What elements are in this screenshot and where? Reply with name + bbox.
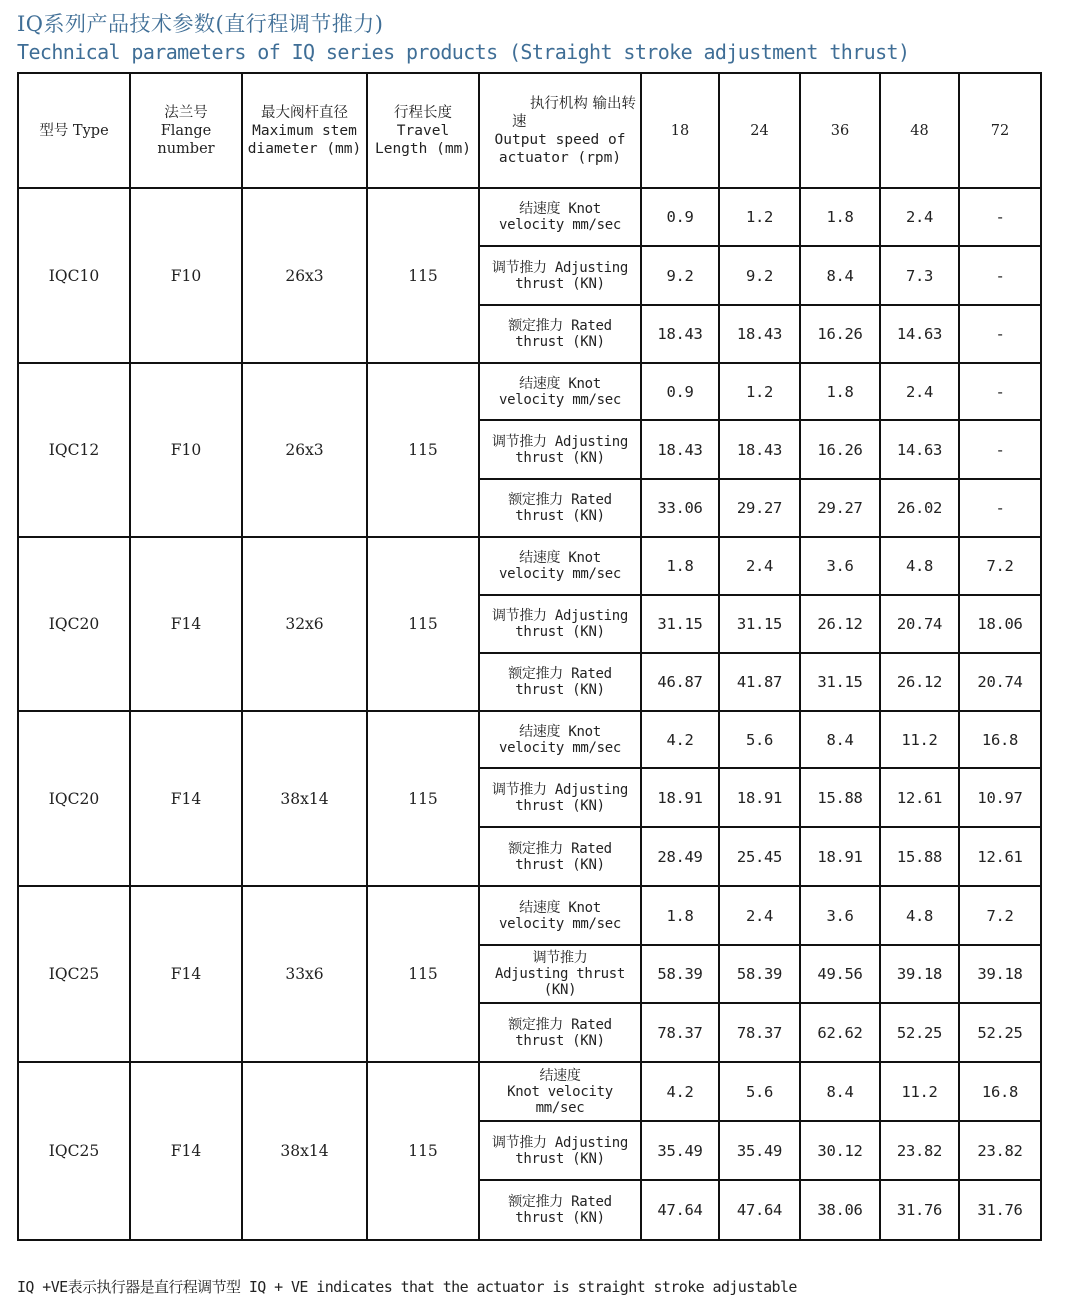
- parameter-label: [479, 537, 641, 595]
- value-cell: 8.4: [800, 246, 880, 305]
- value-cell: 62.62: [800, 1003, 880, 1062]
- value-cell: 5.6: [719, 711, 800, 768]
- header-travel-cn: 行程长度: [394, 104, 452, 121]
- value-cell: 58.39: [641, 945, 719, 1003]
- parameter-label-line1: 调节推力 Adjusting: [491, 433, 629, 450]
- value-cell: 1.2: [719, 363, 800, 420]
- parameter-label-line2: thrust (KN): [515, 682, 605, 698]
- value-cell: 18.06: [959, 595, 1041, 653]
- parameter-label-line1: 调节推力 Adjusting: [491, 1134, 629, 1151]
- value-cell: 2.4: [719, 886, 800, 945]
- value-cell: 31.15: [719, 595, 800, 653]
- parameter-label-line1: 结速度 Knot: [519, 201, 601, 217]
- parameter-label: [479, 711, 641, 768]
- value-cell: 31.76: [959, 1180, 1041, 1240]
- value-cell: -: [959, 305, 1041, 363]
- stem-diameter-cell: 38x14: [242, 1062, 367, 1240]
- value-cell: 4.2: [641, 1062, 719, 1121]
- parameter-label: [479, 827, 641, 886]
- value-cell: 29.27: [800, 479, 880, 537]
- parameter-label: [479, 886, 641, 945]
- parameter-label: [479, 1180, 641, 1240]
- header-speed-en2: actuator (rpm): [498, 149, 622, 166]
- stem-diameter-cell: 33x6: [242, 886, 367, 1062]
- parameter-label: [479, 1062, 641, 1121]
- model-cell: IQC12: [18, 363, 130, 537]
- value-cell: 46.87: [641, 653, 719, 711]
- value-cell: 2.4: [880, 188, 959, 246]
- table-row: [18, 537, 1041, 595]
- value-cell: 16.26: [800, 305, 880, 363]
- value-cell: 1.8: [800, 188, 880, 246]
- header-speed-36: 36: [800, 73, 880, 188]
- stem-diameter-cell: 38x14: [242, 711, 367, 886]
- value-cell: 0.9: [641, 363, 719, 420]
- flange-cell: F10: [130, 363, 242, 537]
- value-cell: 2.4: [719, 537, 800, 595]
- model-cell: IQC10: [18, 188, 130, 363]
- value-cell: 5.6: [719, 1062, 800, 1121]
- parameter-label: [479, 595, 641, 653]
- footnote: IQ +VE表示执行器是直行程调节型 IQ + VE indicates that the actuator is straight stroke adjustable: [17, 1278, 797, 1296]
- value-cell: 12.61: [880, 768, 959, 827]
- value-cell: 49.56: [800, 945, 880, 1003]
- parameter-label-line1: 额定推力 Rated: [508, 1194, 612, 1210]
- value-cell: 35.49: [719, 1121, 800, 1180]
- value-cell: 16.8: [959, 711, 1041, 768]
- value-cell: 9.2: [719, 246, 800, 305]
- value-cell: 38.06: [800, 1180, 880, 1240]
- value-cell: 18.43: [719, 305, 800, 363]
- value-cell: 3.6: [800, 886, 880, 945]
- value-cell: -: [959, 420, 1041, 479]
- header-travel-en2: Length (mm): [374, 140, 472, 157]
- value-cell: 11.2: [880, 711, 959, 768]
- value-cell: 1.8: [641, 537, 719, 595]
- model-cell: IQC25: [18, 1062, 130, 1240]
- value-cell: 15.88: [800, 768, 880, 827]
- value-cell: 28.49: [641, 827, 719, 886]
- value-cell: 14.63: [880, 420, 959, 479]
- travel-length-cell: 115: [367, 537, 479, 711]
- table-row: [18, 363, 1041, 420]
- parameter-label: [479, 420, 641, 479]
- parameter-label-line1: 结速度 Knot: [519, 899, 601, 916]
- value-cell: 7.2: [959, 886, 1041, 945]
- value-cell: 8.4: [800, 1062, 880, 1121]
- value-cell: 39.18: [880, 945, 959, 1003]
- parameter-label: [479, 1003, 641, 1062]
- travel-length-cell: 115: [367, 711, 479, 886]
- travel-length-cell: 115: [367, 363, 479, 537]
- value-cell: 1.8: [641, 886, 719, 945]
- flange-cell: F14: [130, 711, 242, 886]
- header-speed-72: 72: [959, 73, 1041, 188]
- flange-cell: F14: [130, 886, 242, 1062]
- value-cell: 26.12: [800, 595, 880, 653]
- parameter-label: [479, 188, 641, 246]
- parameter-label-line2: thrust (KN): [515, 449, 605, 466]
- table-row: [18, 188, 1041, 246]
- parameter-label: [479, 768, 641, 827]
- parameter-label-line2: velocity mm/sec: [499, 217, 621, 233]
- value-cell: 1.2: [719, 188, 800, 246]
- stem-diameter-cell: 32x6: [242, 537, 367, 711]
- spec-table: [17, 72, 1042, 1241]
- header-type-label: 型号 Type: [39, 122, 109, 139]
- header-flange-cn: 法兰号: [164, 104, 208, 121]
- value-cell: 2.4: [880, 363, 959, 420]
- header-stem: [242, 73, 367, 188]
- value-cell: 35.49: [641, 1121, 719, 1180]
- parameter-label-line2: thrust (KN): [515, 797, 605, 814]
- value-cell: 11.2: [880, 1062, 959, 1121]
- header-type: [18, 73, 130, 188]
- value-cell: 9.2: [641, 246, 719, 305]
- model-cell: IQC20: [18, 537, 130, 711]
- value-cell: 12.61: [959, 827, 1041, 886]
- header-speed-en1: Output speed of: [494, 131, 626, 148]
- value-cell: 29.27: [719, 479, 800, 537]
- value-cell: 26.02: [880, 479, 959, 537]
- value-cell: 26.12: [880, 653, 959, 711]
- parameter-label-line1: 调节推力: [532, 950, 588, 966]
- stem-diameter-cell: 26x3: [242, 363, 367, 537]
- travel-length-cell: 115: [367, 1062, 479, 1240]
- value-cell: 47.64: [719, 1180, 800, 1240]
- parameter-label-line2: thrust (KN): [515, 334, 605, 350]
- travel-length-cell: 115: [367, 886, 479, 1062]
- parameter-label-line2: Adjusting thrust (KN): [494, 966, 626, 998]
- header-travel-en1: Travel: [396, 122, 450, 139]
- value-cell: 78.37: [641, 1003, 719, 1062]
- page-title-en: Technical parameters of IQ series products (Straight stroke adjustment thrust): [17, 40, 910, 64]
- value-cell: 52.25: [880, 1003, 959, 1062]
- header-stem-cn: 最大阀杆直径: [261, 104, 348, 121]
- header-stem-en1: Maximum stem: [252, 122, 357, 139]
- table-row: [18, 886, 1041, 945]
- parameter-label-line2: thrust (KN): [515, 1032, 605, 1049]
- value-cell: 23.82: [880, 1121, 959, 1180]
- value-cell: 18.43: [719, 420, 800, 479]
- value-cell: 25.45: [719, 827, 800, 886]
- parameter-label: [479, 945, 641, 1003]
- value-cell: 31.15: [641, 595, 719, 653]
- value-cell: 18.91: [800, 827, 880, 886]
- parameter-label-line2: thrust (KN): [515, 1210, 605, 1226]
- value-cell: -: [959, 246, 1041, 305]
- parameter-label-line1: 额定推力 Rated: [508, 666, 612, 682]
- value-cell: 47.64: [641, 1180, 719, 1240]
- value-cell: 33.06: [641, 479, 719, 537]
- header-speed-48: 48: [880, 73, 959, 188]
- value-cell: 7.2: [959, 537, 1041, 595]
- parameter-label-line2: thrust (KN): [515, 1150, 605, 1167]
- value-cell: 15.88: [880, 827, 959, 886]
- header-speed: [479, 73, 641, 188]
- flange-cell: F14: [130, 537, 242, 711]
- value-cell: 18.43: [641, 305, 719, 363]
- header-speed-cn2: 速: [512, 113, 527, 130]
- value-cell: 10.97: [959, 768, 1041, 827]
- value-cell: -: [959, 479, 1041, 537]
- value-cell: 8.4: [800, 711, 880, 768]
- parameter-label-line1: 结速度 Knot: [519, 375, 601, 392]
- table-row: [18, 1062, 1041, 1121]
- stem-diameter-cell: 26x3: [242, 188, 367, 363]
- header-flange: [130, 73, 242, 188]
- parameter-label: [479, 1121, 641, 1180]
- parameter-label-line1: 结速度 Knot: [519, 550, 601, 566]
- value-cell: 41.87: [719, 653, 800, 711]
- header-row: [18, 73, 1041, 188]
- parameter-label-line1: 额定推力 Rated: [508, 318, 612, 334]
- value-cell: -: [959, 363, 1041, 420]
- parameter-label-line2: velocity mm/sec: [499, 739, 621, 756]
- parameter-label-line2: thrust (KN): [515, 624, 605, 640]
- model-cell: IQC20: [18, 711, 130, 886]
- value-cell: 14.63: [880, 305, 959, 363]
- table-row: [18, 711, 1041, 768]
- value-cell: 18.91: [641, 768, 719, 827]
- value-cell: 18.43: [641, 420, 719, 479]
- value-cell: -: [959, 188, 1041, 246]
- page-title-cn: IQ系列产品技术参数(直行程调节推力): [17, 12, 384, 36]
- header-stem-en2: diameter (mm): [247, 140, 362, 157]
- parameter-label-line1: 额定推力 Rated: [508, 492, 612, 508]
- header-flange-en2: number: [157, 140, 215, 157]
- parameter-label-line2: thrust (KN): [515, 856, 605, 873]
- value-cell: 1.8: [800, 363, 880, 420]
- parameter-label: [479, 305, 641, 363]
- value-cell: 78.37: [719, 1003, 800, 1062]
- parameter-label-line2: velocity mm/sec: [499, 915, 621, 932]
- value-cell: 20.74: [880, 595, 959, 653]
- parameter-label-line2: Knot velocity mm/sec: [507, 1083, 613, 1116]
- value-cell: 16.26: [800, 420, 880, 479]
- parameter-label-line2: velocity mm/sec: [499, 566, 621, 582]
- parameter-label-line2: thrust (KN): [515, 275, 605, 292]
- value-cell: 31.15: [800, 653, 880, 711]
- parameter-label-line1: 结速度 Knot: [519, 723, 601, 740]
- header-speed-cn1: 执行机构 输出转: [529, 95, 636, 112]
- parameter-label-line1: 额定推力 Rated: [508, 840, 612, 857]
- parameter-label: [479, 653, 641, 711]
- value-cell: 7.3: [880, 246, 959, 305]
- value-cell: 4.8: [880, 886, 959, 945]
- travel-length-cell: 115: [367, 188, 479, 363]
- value-cell: 0.9: [641, 188, 719, 246]
- value-cell: 3.6: [800, 537, 880, 595]
- value-cell: 52.25: [959, 1003, 1041, 1062]
- value-cell: 23.82: [959, 1121, 1041, 1180]
- flange-cell: F14: [130, 1062, 242, 1240]
- value-cell: 39.18: [959, 945, 1041, 1003]
- parameter-label-line2: velocity mm/sec: [499, 391, 621, 408]
- parameter-label: [479, 479, 641, 537]
- value-cell: 58.39: [719, 945, 800, 1003]
- parameter-label: [479, 363, 641, 420]
- parameter-label: [479, 246, 641, 305]
- value-cell: 20.74: [959, 653, 1041, 711]
- flange-cell: F10: [130, 188, 242, 363]
- header-travel: [367, 73, 479, 188]
- header-speed-24: 24: [719, 73, 800, 188]
- value-cell: 30.12: [800, 1121, 880, 1180]
- parameter-label-line1: 结速度: [539, 1067, 581, 1084]
- value-cell: 18.91: [719, 768, 800, 827]
- value-cell: 4.2: [641, 711, 719, 768]
- value-cell: 16.8: [959, 1062, 1041, 1121]
- parameter-label-line1: 调节推力 Adjusting: [491, 781, 629, 798]
- parameter-label-line1: 调节推力 Adjusting: [491, 608, 629, 624]
- header-flange-en1: Flange: [160, 122, 212, 139]
- spec-table-body: [18, 188, 1041, 1240]
- parameter-label-line2: thrust (KN): [515, 508, 605, 524]
- model-cell: IQC25: [18, 886, 130, 1062]
- header-speed-18: 18: [641, 73, 719, 188]
- parameter-label-line1: 调节推力 Adjusting: [491, 259, 629, 276]
- value-cell: 4.8: [880, 537, 959, 595]
- parameter-label-line1: 额定推力 Rated: [508, 1016, 612, 1033]
- value-cell: 31.76: [880, 1180, 959, 1240]
